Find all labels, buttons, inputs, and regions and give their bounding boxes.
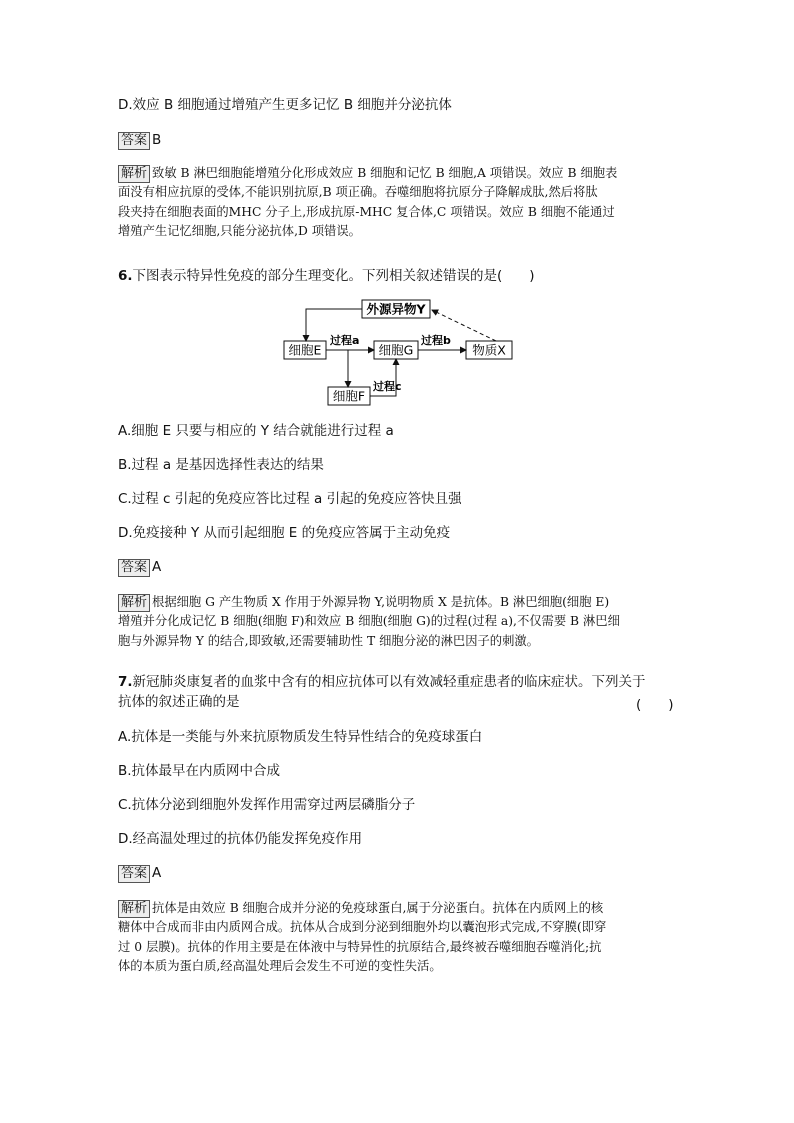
q7-explain-line: 糖体中合成而非由内质网合成。抗体从合成到分泌到细胞外均以囊泡形式完成,不穿膜(即穿: [118, 920, 607, 935]
label-foreign-y: 外源异物Y: [366, 301, 426, 317]
label-cell-e: 细胞E: [288, 342, 322, 358]
q7-answer-blank: ( ): [636, 697, 674, 713]
q7-explain-line: 体的本质为蛋白质,经高温处理后会发生不可逆的变性失活。: [118, 958, 442, 973]
label-cell-g: 细胞G: [378, 342, 414, 358]
q7-option-a: A.抗体是一类能与外来抗原物质发生特异性结合的免疫球蛋白: [118, 729, 483, 745]
label-cell-f: 细胞F: [332, 388, 366, 404]
explain-tag: 解析: [118, 594, 150, 612]
label-process-c: 过程c: [373, 380, 402, 393]
q7-answer: A: [152, 865, 162, 881]
q7-stem-line2: 抗体的叙述正确的是: [118, 694, 240, 710]
q6-answer: A: [152, 559, 162, 575]
immune-process-diagram: [270, 296, 530, 412]
q6-stem: [118, 267, 535, 285]
q7-explain-line: 抗体是由效应 B 细胞合成并分泌的免疫球蛋白,属于分泌蛋白。抗体在内质网上的核: [152, 901, 604, 915]
answer-tag: 答案: [118, 132, 150, 150]
q7-stem-line1: [118, 673, 646, 691]
q6-stem-text: 下图表示特异性免疫的部分生理变化。下列相关叙述错误的是( ): [132, 268, 535, 284]
q6-answer-row: [118, 558, 161, 577]
box-foreign-y: [362, 300, 430, 318]
q5-answer: B: [152, 132, 162, 148]
label-process-b: 过程b: [421, 334, 451, 347]
q6-option-a: A.细胞 E 只要与相应的 Y 结合就能进行过程 a: [118, 423, 394, 439]
question-number: 7.: [118, 674, 133, 690]
q6-explanation: [118, 593, 678, 651]
question-number: 6.: [118, 268, 133, 284]
q7-stem-text: 新冠肺炎康复者的血浆中含有的相应抗体可以有效减轻重症患者的临床症状。下列关于: [132, 674, 646, 690]
box-cell-e: [284, 341, 326, 359]
explain-tag: 解析: [118, 165, 150, 183]
q7-explain-line: 过 0 层膜)。抗体的作用主要是在体液中与特异性的抗原结合,最终被吞噬细胞吞噬消化;抗: [118, 939, 602, 954]
answer-tag: 答案: [118, 559, 150, 577]
q6-explain-line: 增殖并分化成记忆 B 细胞(细胞 F)和效应 B 细胞(细胞 G)的过程(过程 a),不仅需要 B 淋巴细: [118, 614, 620, 629]
label-substance-x: 物质X: [472, 342, 506, 358]
box-cell-g: [374, 341, 418, 359]
q7-answer-row: [118, 864, 161, 883]
q6-option-c: C.过程 c 引起的免疫应答比过程 a 引起的免疫应答快且强: [118, 491, 462, 507]
box-substance-x: [466, 341, 512, 359]
explain-tag: 解析: [118, 900, 150, 918]
q6-option-d: D.免疫接种 Y 从而引起细胞 E 的免疫应答属于主动免疫: [118, 525, 451, 541]
box-cell-f: [328, 387, 370, 405]
q7-option-b: B.抗体最早在内质网中合成: [118, 763, 281, 779]
q5-explain-line: 增殖产生记忆细胞,只能分泌抗体,D 项错误。: [118, 223, 361, 238]
q5-explain-line: 段夹持在细胞表面的MHC 分子上,形成抗原-MHC 复合体,C 项错误。效应 B 细胞不能通过: [118, 204, 615, 219]
q5-option-d: D.效应 B 细胞通过增殖产生更多记忆 B 细胞并分泌抗体: [118, 97, 452, 113]
q6-explain-line: 根据细胞 G 产生物质 X 作用于外源异物 Y,说明物质 X 是抗体。B 淋巴细胞(细胞 E): [152, 595, 610, 609]
q6-option-b: B.过程 a 是基因选择性表达的结果: [118, 457, 324, 473]
q7-option-c: C.抗体分泌到细胞外发挥作用需穿过两层磷脂分子: [118, 797, 416, 813]
answer-tag: 答案: [118, 865, 150, 883]
q7-option-d: D.经高温处理过的抗体仍能发挥免疫作用: [118, 831, 363, 847]
q5-explain-line: 致敏 B 淋巴细胞能增殖分化形成效应 B 细胞和记忆 B 细胞,A 项错误。效应 B 细胞表: [152, 166, 618, 180]
q5-explain-line: 面没有相应抗原的受体,不能识别抗原,B 项正确。吞噬细胞将抗原分子降解成肽,然后将肽: [118, 185, 598, 200]
q6-explain-line: 胞与外源异物 Y 的结合,即致敏,还需要辅助性 T 细胞分泌的淋巴因子的刺激。: [118, 633, 539, 648]
q5-explanation: [118, 164, 678, 241]
q5-answer-row: [118, 131, 161, 150]
q7-explanation: [118, 899, 678, 976]
label-process-a: 过程a: [330, 334, 360, 347]
